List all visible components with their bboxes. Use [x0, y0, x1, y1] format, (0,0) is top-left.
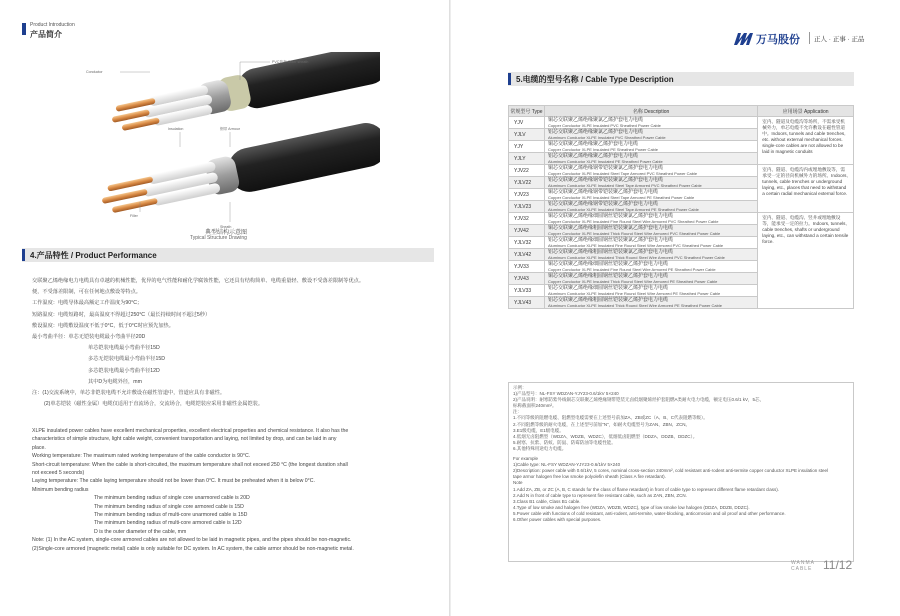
section-accent — [508, 73, 511, 85]
note-line: 1.Add ZA, ZB, or ZC (A, B, C stands for the class of flame retardant) in front of cable type to represent different flame retardant class). — [513, 486, 780, 492]
cable-description — [544, 129, 757, 141]
performance-text-zh — [32, 276, 412, 410]
diagram-label: 钢带 Armour — [220, 127, 240, 131]
description-en: Aluminum Conductor XLPE Insulated Steel Tape Armored PVC Sheathed Power Cable — [547, 183, 702, 188]
description-en: Copper Conductor XLPE Insulated Steel Tape Armored PVC Sheathed Power Cable — [547, 171, 698, 176]
text-line: (2)单芯铠装（磁性金属）电缆仅适用于直流场合，交流场合，电缆铠装应采用非磁性金属铠装。 — [44, 401, 264, 408]
text-line: Minimum bending radius — [32, 486, 89, 493]
brand-divider — [809, 32, 810, 44]
text-line: Short-circuit temperature: When the cable is short-circuited, the maximum temperature shall not exceed 250 °C (the longest duration shall — [32, 461, 348, 468]
description-en: Aluminum Conductor XLPE Insulated PE Sheathed Power Cable — [547, 159, 663, 164]
cable-description — [544, 273, 757, 285]
text-line: 便，不受落差限制，可在任何地点敷设等特点。 — [32, 289, 141, 296]
text-line: The minimum bending radius of multi-core unarmored cable is 15D — [94, 512, 248, 519]
text-line: place. — [32, 444, 46, 451]
application-cell: 室内、隧道及电缆沟等场所，不需承受机械外力，单芯电缆不允许敷设在磁性管道中。Indoors, tunnels and cable trenches, etc. without external mechanical forces. single-core cables are not allowed to be laid in magnetic conduits — [758, 117, 854, 165]
application-cell: 室内、隧道、电缆沟内或埋地敷设等，需承受一定的径向机械外力的场所。Indoors, tunnels, cable trenches or underground laying, etc., places that need to withstand a certain radial mechanical external force. — [758, 165, 854, 213]
text-line: 工作温度：电缆导体最高额定工作温度为90°C； — [32, 300, 143, 307]
cable-description — [544, 177, 757, 189]
description-zh: 铝芯交联聚乙烯绝缘粗圆钢丝铠装聚氯乙烯护套电力电缆 — [547, 249, 673, 255]
text-line: 敷设温度：电缆敷设温度不低于0°C，低于0°C时应预先加热。 — [32, 322, 174, 329]
note-line: 2.Add N in front of cable type to represent fire resistant cable, such as ZAN, ZBN, ZCN. — [513, 492, 687, 498]
description-en: Copper Conductor XLPE Insulated PVC Sheathed Power Cable — [547, 123, 661, 128]
text-line: The minimum bending radius of single core unarmored cable is 20D — [94, 495, 250, 502]
description-en: Aluminum Conductor XLPE Insulated PVC Sheathed Power Cable — [547, 135, 666, 140]
cable-type-code: YJV42 — [509, 225, 545, 237]
description-zh: 铜芯交联聚乙烯绝缘细圆钢丝铠装聚乙烯护套电力电缆 — [547, 261, 668, 267]
description-en: Aluminum Conductor XLPE Insulated Fine Round Steel Wire Armored PVC Sheathed Power Cable — [547, 243, 724, 248]
section-title: 4.产品特性 / Product Performance — [30, 251, 157, 260]
diagram-label: Sheath — [220, 225, 232, 229]
diagram-label: Insulation — [168, 127, 184, 131]
note-line: 3.Class B1 cable, Class B1 cable. — [513, 498, 581, 504]
text-line: not exceed 5 seconds) — [32, 470, 85, 477]
cable-structure-drawing — [80, 52, 380, 237]
description-zh: 铝芯交联聚乙烯绝缘细圆钢丝铠装聚乙烯护套电力电缆 — [547, 285, 668, 291]
cable-type-code: YJLV33 — [509, 285, 545, 297]
text-line: 最小弯曲半径：单芯无铠装电缆最小弯曲半径20D — [32, 334, 146, 341]
section-header — [22, 248, 434, 262]
description-en: Copper Conductor XLPE Insulated PE Sheathed Power Cable — [547, 147, 659, 152]
cable-illustration — [80, 52, 380, 237]
cable-upper — [108, 52, 380, 139]
description-zh: 铜芯交联聚乙烯绝缘粗圆钢丝铠装聚氯乙烯护套电力电缆 — [547, 225, 673, 231]
description-en: Copper Conductor XLPE Insulated Thick Round Steel Wire Armored PVC Sheathed Power Cable — [547, 231, 721, 236]
description-zh: 铜芯交联聚乙烯绝缘聚乙烯护套电力电缆 — [547, 141, 638, 147]
text-line: D is the outer diameter of the cable, mm — [94, 528, 187, 535]
note-line: For example — [513, 456, 539, 462]
footer-brand — [791, 560, 815, 572]
cable-description — [544, 153, 757, 165]
cable-description — [544, 117, 757, 129]
right-page — [451, 0, 900, 616]
table-header: 常规型号 Type — [509, 106, 545, 117]
text-line: XLPE insulated power cables have excellent mechanical properties, excellent electrical properties and chemical resistance. It also has the — [32, 428, 349, 434]
application-cell: 室内、隧道、电缆沟、竖井或埋地敷设等，能承受一定的拉力。Indoors, tunnels, cable trenches, shafts or underground laying, etc., can withstand a certain tensile force. — [758, 213, 854, 309]
brand-slogan: 正人 · 正事 · 正品 — [814, 36, 865, 43]
cable-type-code: YJLV23 — [509, 201, 545, 213]
left-page — [0, 0, 449, 616]
cable-type-code: YJLV32 — [509, 237, 545, 249]
note-line: 2)产品说明：耐寒防紫外线铜芯交联聚乙烯绝缘钢带铠装无卤低烟聚烯烃护套阻燃A类耐火电力电缆，额定电压0.6/1 kV，5芯， — [513, 397, 765, 403]
note-line: 2.不同阻燃等级的耐火电缆，在上述型号前加"N"，如耐火电缆型号为ZAN、ZBN、ZCN。 — [513, 421, 690, 427]
cable-type-code: YJLV22 — [509, 177, 545, 189]
description-zh: 铝芯交联聚乙烯绝缘粗圆钢丝铠装聚乙烯护套电力电缆 — [547, 297, 668, 303]
cable-type-code: YJLY — [509, 153, 545, 165]
table-row — [509, 117, 854, 129]
cable-description — [544, 141, 757, 153]
text-line: 多芯铠装电缆最小弯曲半径12D — [88, 367, 160, 374]
cable-type-code: YJV43 — [509, 273, 545, 285]
note-line: 2)Description: power cable with 0.6/1kV, 5 cores, nominal cross-section 240mm², cold resistant anti-rodent anti-termite copper conductor XLPE insulation steel — [513, 468, 828, 474]
cable-type-code: YJV22 — [509, 165, 545, 177]
description-en: Aluminum Conductor XLPE Insulated Thick Round Steel Wire Armored PE Sheathed Power Cable — [547, 303, 722, 308]
description-en: Aluminum Conductor XLPE Insulated Steel Tape Armored PE Sheathed Power Cable — [547, 207, 699, 212]
cable-type-code: YJLV — [509, 129, 545, 141]
diagram-caption-zh: 典型结构示意图 — [205, 230, 248, 236]
note-line: 5.Power cable with functions of cold resistant, anti-rodent, anti-termite, water-blocking, anticorrosion and oil proof and other performance. — [513, 510, 786, 516]
table-header: 名称 Description — [544, 106, 757, 117]
note-line: 1)产品型号：NL-FSY WDZAN-YJY23-0.6/1kV 5×240 — [513, 391, 619, 397]
description-zh: 铜芯交联聚乙烯绝缘钢带铠装聚氯乙烯护套电力电缆 — [547, 165, 663, 171]
cable-type-code: YJV33 — [509, 261, 545, 273]
cable-description — [544, 261, 757, 273]
description-en: Copper Conductor XLPE Insulated Thick Round Steel Wire Armored PE Sheathed Power Cable — [547, 279, 718, 284]
cable-type-code: YJY — [509, 141, 545, 153]
section-title: 5.电缆的型号名称 / Cable Type Description — [516, 75, 674, 84]
note-line: 标称截面积240mm²。 — [513, 403, 557, 409]
description-en: Copper Conductor XLPE Insulated Fine Round Steel Wire Armored PVC Sheathed Power Cable — [547, 219, 719, 224]
note-line: 注： — [513, 409, 522, 415]
description-zh: 铜芯交联聚乙烯绝缘粗圆钢丝铠装聚乙烯护套电力电缆 — [547, 273, 668, 279]
text-line: 注：(1)交流系统中，单芯非铠装电缆不允许敷设在磁性管道中，管道应具有非磁性。 — [32, 390, 226, 397]
section-accent — [22, 249, 25, 261]
note-line: 5.耐寒、抗紫、防蚁、防鼠、防霉防油等电缆性能。 — [513, 439, 616, 445]
text-line: Note: (1) In the AC system, single-core armored cables are not allowed to be laid in magnetic pipes, and the pipes should be non-magnetic. — [32, 537, 352, 544]
performance-text-en — [32, 427, 432, 553]
cable-type-code: YJV23 — [509, 189, 545, 201]
note-line: 6.Other power cables with special purposes. — [513, 516, 602, 522]
text-line: 多芯无铠装电缆最小弯曲半径15D — [88, 356, 165, 363]
cable-type-code: YJV32 — [509, 213, 545, 225]
header-accent-bar — [22, 23, 26, 35]
header-title-en: Product Introduction — [30, 22, 75, 28]
cable-description — [544, 249, 757, 261]
table-header: 应用场景 Application — [758, 106, 854, 117]
text-line: 单芯铠装电缆最小弯曲半径15D — [88, 345, 160, 352]
cable-description — [544, 297, 757, 309]
cable-type-table — [508, 105, 854, 309]
cable-description — [544, 237, 757, 249]
text-line: Laying temperature: The cable laying temperature should not be lower than 0°C. It must be preheated when it is below 0°C. — [32, 478, 315, 485]
page-number: 11/12 — [823, 558, 853, 572]
table-row — [509, 213, 854, 225]
note-line: tape armor halogen free low smoke polyolefin sheath (Class A fire retardant). — [513, 474, 666, 480]
description-zh: 铜芯交联聚乙烯绝缘钢带铠装聚乙烯护套电力电缆 — [547, 189, 658, 195]
cable-description — [544, 189, 757, 201]
cable-description — [544, 285, 757, 297]
description-zh: 铝芯交联聚乙烯绝缘聚氯乙烯护套电力电缆 — [547, 129, 643, 135]
description-en: Aluminum Conductor XLPE Insulated Fine Round Steel Wire Armored PE Sheathed Power Cable — [547, 291, 721, 296]
note-line: 3.E1级电缆，E1级电缆。 — [513, 427, 564, 433]
note-line: 6.其他特殊用途电力电缆。 — [513, 445, 567, 451]
wanma-logo-icon — [734, 32, 756, 44]
diagram-caption-en: Typical Structure Drawing — [190, 235, 247, 241]
cable-description — [544, 201, 757, 213]
note-line: 示例： — [513, 385, 527, 390]
cable-type-code: YJV — [509, 117, 545, 129]
description-zh: 铝芯交联聚乙烯绝缘钢带铠装聚氯乙烯护套电力电缆 — [547, 177, 663, 183]
section-header — [508, 72, 854, 86]
cable-description — [544, 225, 757, 237]
note-line: 4.低烟无卤阻燃型（WDZA、WDZB、WDZC），低烟低卤阻燃型（DDZA、DDZB、DDZC）。 — [513, 433, 698, 439]
text-line: 其中D为电缆外径，mm — [88, 378, 142, 385]
footer-brand-line: WANMA — [791, 560, 815, 566]
cable-type-code: YJLV43 — [509, 297, 545, 309]
diagram-label: Filler — [130, 214, 138, 218]
diagram-label: PVC护套 Outer sheath — [272, 60, 309, 64]
description-zh: 铜芯交联聚乙烯绝缘细圆钢丝铠装聚氯乙烯护套电力电缆 — [547, 213, 673, 219]
description-en: Aluminum Conductor XLPE Insulated Thick Round Steel Wire Armored PVC Sheathed Power Cable — [547, 255, 725, 260]
text-line: The minimum bending radius of multi-core armored cable is 12D — [94, 520, 242, 527]
cable-type-code: YJLV42 — [509, 249, 545, 261]
description-en: Copper Conductor XLPE Insulated Fine Round Steel Wire Armored PE Sheathed Power Cable — [547, 267, 716, 272]
note-line: 4.Type of low smoke and halogen free (WDZA, WDZB, WDZC), type of low smoke low halogen (DDZA, DDZB, DDZC). — [513, 504, 750, 510]
text-line: 交联聚乙烯绝缘电力电缆具有卓越的机械性能，优异的电气性能和耐化学腐蚀性能，它还具有结构简单、电缆重量轻、敷设不受落差限制等优点。 — [32, 278, 365, 284]
description-en: Copper Conductor XLPE Insulated Steel Tape Armored PE Sheathed Power Cable — [547, 195, 695, 200]
footer-brand-line: CABLE — [791, 566, 813, 572]
notes-box — [508, 382, 854, 562]
cable-description — [544, 213, 757, 225]
description-zh: 铝芯交联聚乙烯绝缘细圆钢丝铠装聚氯乙烯护套电力电缆 — [547, 237, 673, 243]
note-line: Note — [513, 480, 523, 486]
note-line: 1)Cable type: NL-FSY WDZAN-YJY23-0.6/1kV 5×240 — [513, 462, 621, 468]
table-row — [509, 165, 854, 177]
header-title-zh: 产品简介 — [30, 30, 62, 39]
description-zh: 铝芯交联聚乙烯绝缘钢带铠装聚乙烯护套电力电缆 — [547, 201, 658, 207]
diagram-label: Conductor — [86, 70, 103, 74]
text-line: The minimum bending radius of single core armored cable is 15D — [94, 503, 244, 510]
text-line: 短路温度：电缆短路时，最高温度不得超过250°C（最长持续时间不超过5秒） — [32, 311, 211, 318]
cable-description — [544, 165, 757, 177]
note-line: 1.不同等级的阻燃电缆、阻燃型电缆需要在上述型号前加ZA、ZB或ZC（A、B、C代表阻燃等级）。 — [513, 415, 708, 421]
text-line: Working temperature: The maximum rated working temperature of the cable conductor is 90°C. — [32, 453, 251, 460]
text-line: (2)Single-core armored (magnetic metal) cable is only suitable for DC system. In AC system, the cable armor should be non-magnetic metal. — [32, 545, 354, 552]
description-zh: 铝芯交联聚乙烯绝缘聚乙烯护套电力电缆 — [547, 153, 638, 159]
brand-name: 万马股份 — [756, 34, 800, 46]
text-line: characteristics of simple structure, light cable weight, convenient transportation and laying, not limited by drop, and can be laid in any — [32, 436, 337, 443]
description-zh: 铜芯交联聚乙烯绝缘聚氯乙烯护套电力电缆 — [547, 117, 643, 123]
